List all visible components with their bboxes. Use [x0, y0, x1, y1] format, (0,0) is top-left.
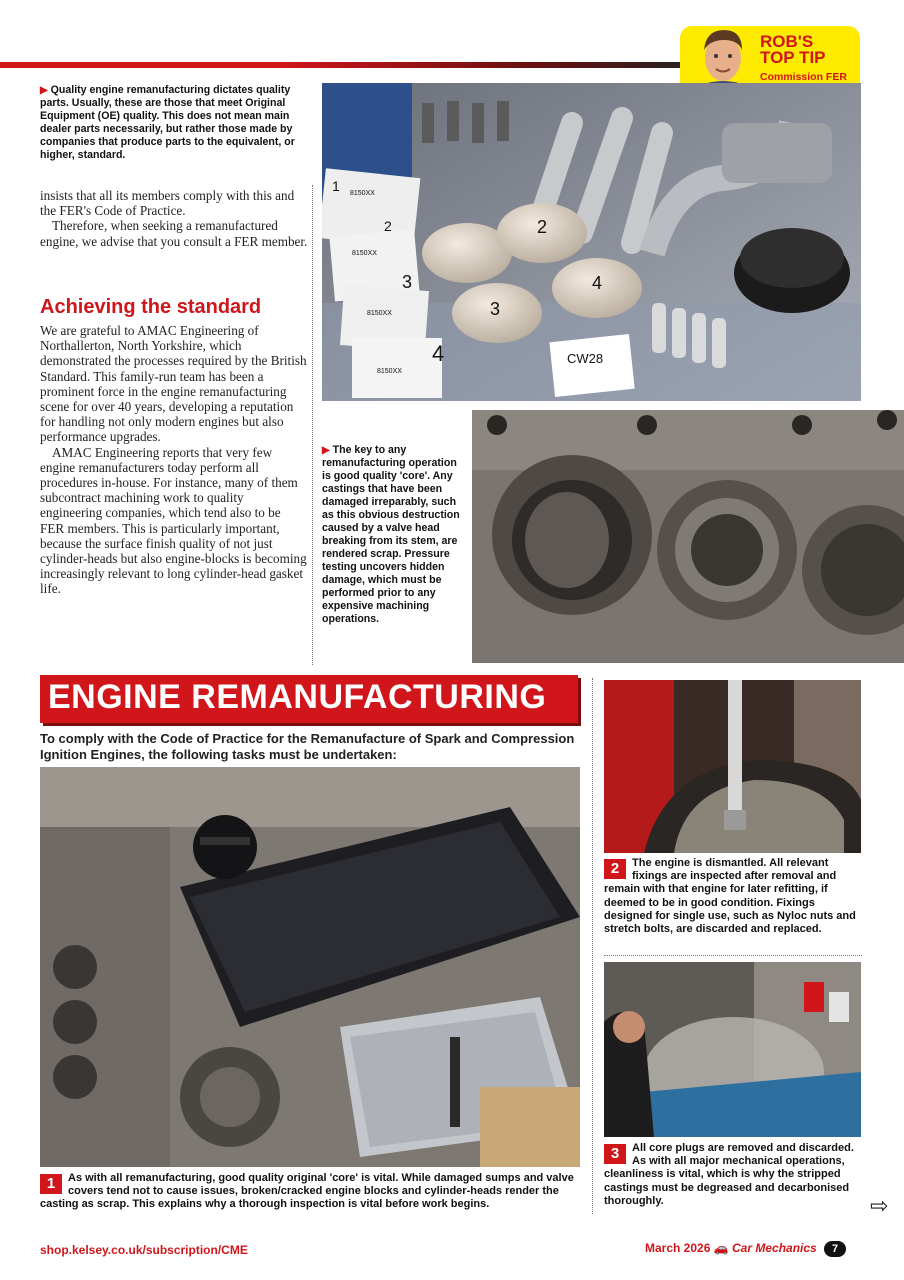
- paragraph: insists that all its members comply with this and the FER's Code of Practice.: [40, 188, 295, 219]
- bag-code-label: 8150XX: [377, 368, 402, 375]
- bag-code-label: 8150XX: [352, 250, 377, 257]
- caption-2: 2 The engine is dismantled. All relevant fixings are inspected after removal and remain with that engine for later refitting, if deemed to be in good condition. Fixings designed for single use, such as Nyloc nuts and stretch bolts, are discarded and replaced.: [604, 857, 856, 936]
- engine-core-photo: [40, 767, 580, 1167]
- lead-text: To comply with the Code of Practice for the Remanufacture of Spark and Compression Ignition Engines, the following tasks must be undertaken:: [40, 731, 575, 762]
- paragraph: We are grateful to AMAC Engineering of Northallerton, North Yorkshire, which demonstrated the processes required by the British Standard. This family-run team has been a prominent force in the engine remanufacturing scene for over 40 years, developing a reputation for handling not only modern engines but also performance upgrades.: [40, 323, 307, 445]
- footer-issue: [645, 1241, 846, 1257]
- footer-date: March 2026: [645, 1241, 711, 1256]
- cleaning-photo: [604, 962, 861, 1137]
- body-text-part2: [40, 323, 308, 597]
- piston-number-label: 4: [592, 273, 603, 293]
- continue-arrow-icon: ⇨: [870, 1194, 889, 1219]
- engine-parts-photo: [322, 83, 861, 401]
- bag-number-label: 4: [432, 341, 445, 366]
- caption-number: 1: [40, 1174, 62, 1194]
- top-tip-title: ROB'S TOP TIP: [760, 32, 826, 67]
- dismantling-photo: [604, 680, 861, 853]
- bag-code-label: 8150XX: [367, 310, 392, 317]
- bag-number-label: 3: [402, 272, 413, 292]
- section-banner: [40, 675, 578, 723]
- banner-title: ENGINE REMANUFACTURING: [48, 678, 547, 716]
- top-red-rule: [0, 62, 700, 68]
- caption-number: 3: [604, 1144, 626, 1164]
- triangle-pointer-icon: ▶: [40, 85, 48, 96]
- page-number: 7: [824, 1241, 846, 1257]
- section-heading: Achieving the standard: [40, 296, 262, 318]
- caption-1: 1 As with all remanufacturing, good quality original 'core' is vital. While damaged sumps and valve covers tend not to cause issues, broken/cracked engine blocks and cylinder-heads render the casting as scrap. This explains why a thorough inspection is vital before work begins.: [40, 1172, 574, 1211]
- piston-number-label: 3: [490, 299, 501, 319]
- bag-number-label: 2: [384, 218, 392, 234]
- footer-magazine: Car Mechanics: [732, 1241, 817, 1256]
- box-label: CW28: [567, 351, 604, 366]
- triangle-pointer-icon: ▶: [322, 445, 330, 456]
- row-divider: [604, 955, 862, 956]
- column-divider: [312, 185, 313, 665]
- damaged-cylinder-head-photo: [472, 410, 904, 663]
- top-tip-text: Commission FER: [760, 71, 847, 83]
- body-text-part1: [40, 188, 308, 249]
- caption-3: 3 All core plugs are removed and discarded. As with all major mechanical operations, cleanliness is vital, which is why the stripped castings must be degreased and decarbonised thoroughly.: [604, 1142, 854, 1207]
- bag-code-label: 8150XX: [350, 190, 375, 197]
- intro-caption: ▶ Quality engine remanufacturing dictates quality parts. Usually, these are those that meet Original Equipment (OE) quality. This does not mean main dealer parts necessarily, but rather those made by companies that produce parts to the equivalent, or higher, standard.: [40, 84, 295, 161]
- side-caption: ▶ The key to any remanufacturing operation is good quality 'core'. Any castings that have been damaged irreparably, such as this obvious destruction caused by a valve head breaking from its stem, are rendered scrap. Pressure testing uncovers hidden damage, which must be performed prior to any expensive machining operations.: [322, 444, 460, 625]
- paragraph: AMAC Engineering reports that very few engine remanufacturers today perform all procedures in-house. For instance, many of them subcontract machining work to quality engineering companies, which tend also to be FER members. This is particularly important, because the surface finish quality of not just cylinder-heads but also engine-blocks is becoming increasingly relevant to long cylinder-head gasket life.: [40, 444, 307, 597]
- bag-number-label: 1: [332, 178, 340, 194]
- paragraph: Therefore, when seeking a remanufactured engine, we advise that you consult a FER member.: [40, 218, 308, 249]
- caption-number: 2: [604, 859, 626, 879]
- car-icon: 🚗: [713, 1241, 729, 1256]
- piston-number-label: 2: [537, 217, 548, 237]
- column-divider: [592, 678, 593, 1214]
- footer-url[interactable]: shop.kelsey.co.uk/subscription/CME: [40, 1243, 248, 1257]
